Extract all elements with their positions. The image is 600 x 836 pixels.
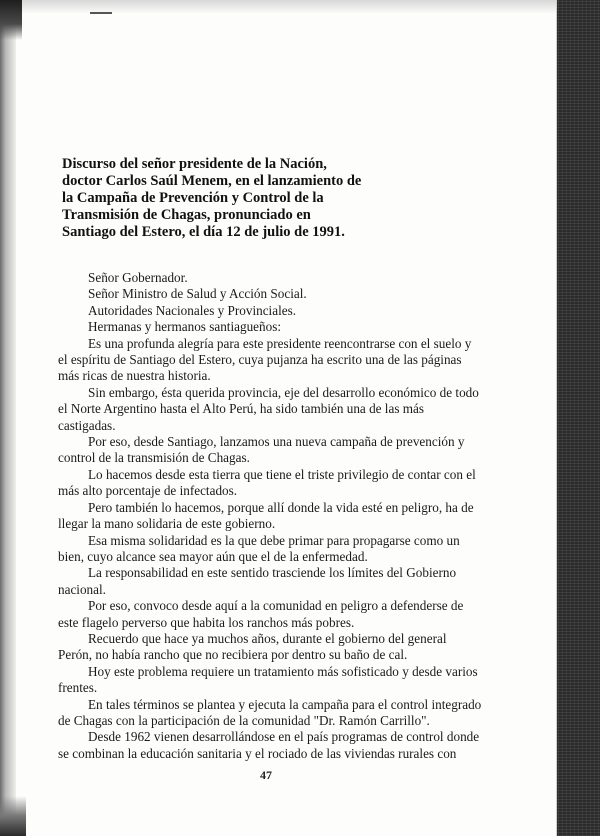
text-line: Desde 1962 vienen desarrollándose en el país programas de control donde <box>88 729 480 745</box>
paragraph <box>58 697 544 730</box>
text-line: Señor Gobernador. <box>88 270 188 285</box>
page-number: 47 <box>260 768 272 782</box>
text-line: el espíritu de Santiago del Estero, cuya pujanza ha escrito una de las páginas <box>58 352 462 368</box>
text-line: castigadas. <box>58 417 116 433</box>
text-line: de Chagas con la participación de la comunidad "Dr. Ramón Carrillo". <box>58 712 430 728</box>
paragraph <box>58 565 544 598</box>
text-line: control de la transmisión de Chagas. <box>58 450 250 466</box>
paragraph-salutation-authorities <box>58 303 544 319</box>
spine-bottom-shadow <box>0 796 26 836</box>
text-line: En tales términos se plantea y ejecuta la campaña para el control integrado <box>88 696 482 712</box>
paragraph <box>58 598 544 631</box>
paragraph <box>58 664 544 697</box>
text-line: más alto porcentaje de infectados. <box>58 483 238 499</box>
text-line: Autoridades Nacionales y Provinciales. <box>88 302 297 318</box>
text-line: Lo hacemos desde esta tierra que tiene el triste privilegio de contar con el <box>88 466 476 482</box>
paragraph <box>58 729 544 762</box>
text-line: Esa misma solidaridad es la que debe primar para propagarse como un <box>88 532 460 548</box>
text-line: bien, cuyo alcance sea mayor aún que el de la enfermedad. <box>58 548 368 564</box>
text-line: Sin embargo, ésta querida provincia, eje del desarrollo económico de todo <box>88 384 479 400</box>
text-line: llegar la mano solidaria de este gobierno. <box>58 516 276 532</box>
text-line: Hermanas y hermanos santiagueños: <box>88 319 281 335</box>
text-line: se combinan la educación sanitaria y el rociado de las viviendas rurales con <box>58 745 457 761</box>
paragraph <box>58 533 544 566</box>
title-line: Transmisión de Chagas, pronunciado en <box>62 207 311 223</box>
paragraph-salutation-minister <box>58 286 544 302</box>
scan-mark <box>90 12 112 14</box>
paragraph <box>58 631 544 664</box>
paragraph-salutation-citizens <box>58 319 544 335</box>
text-line: La responsabilidad en este sentido trasciende los límites del Gobierno <box>88 565 457 581</box>
scan-edge-noise <box>554 0 600 836</box>
paragraph-salutation-governor <box>58 270 544 286</box>
title-line: Santiago del Estero, el día 12 de julio de 1991. <box>62 224 345 240</box>
book-spine-shadow <box>0 0 16 836</box>
text-line: Es una profunda alegría para este presidente reencontrarse con el suelo y <box>88 335 472 351</box>
text-line: este flagelo perverso que habita los ranchos más pobres. <box>58 614 355 630</box>
text-line: Por eso, desde Santiago, lanzamos una nueva campaña de prevención y <box>88 434 465 450</box>
paragraph <box>58 385 544 434</box>
text-line: Recuerdo que hace ya muchos años, durante el gobierno del general <box>88 630 447 646</box>
text-line: el Norte Argentino hasta el Alto Perú, ha sido también una de las más <box>58 401 424 417</box>
speech-title <box>62 156 362 241</box>
paragraph <box>58 467 544 500</box>
text-line: frentes. <box>58 680 98 696</box>
text-line: Perón, no había rancho que no recibiera por dentro su baño de cal. <box>58 647 408 663</box>
paragraph <box>58 500 544 533</box>
text-line: Hoy este problema requiere un tratamiento más sofisticado y desde varios <box>88 663 478 679</box>
speech-body <box>58 270 544 762</box>
paragraph <box>58 434 544 467</box>
title-line: doctor Carlos Saúl Menem, en el lanzamiento de <box>62 173 362 189</box>
paragraph <box>58 336 544 385</box>
title-line: Discurso del señor presidente de la Nación, <box>62 156 327 172</box>
title-line: la Campaña de Prevención y Control de la <box>62 190 324 206</box>
text-line: nacional. <box>58 581 106 597</box>
text-line: Por eso, convoco desde aquí a la comunidad en peligro a defenderse de <box>88 598 464 614</box>
text-line: Pero también lo hacemos, porque allí donde la vida esté en peligro, ha de <box>88 499 474 515</box>
spine-top-shadow <box>0 0 22 40</box>
text-line: más ricas de nuestra historia. <box>58 368 211 384</box>
text-line: Señor Ministro de Salud y Acción Social. <box>88 286 307 302</box>
